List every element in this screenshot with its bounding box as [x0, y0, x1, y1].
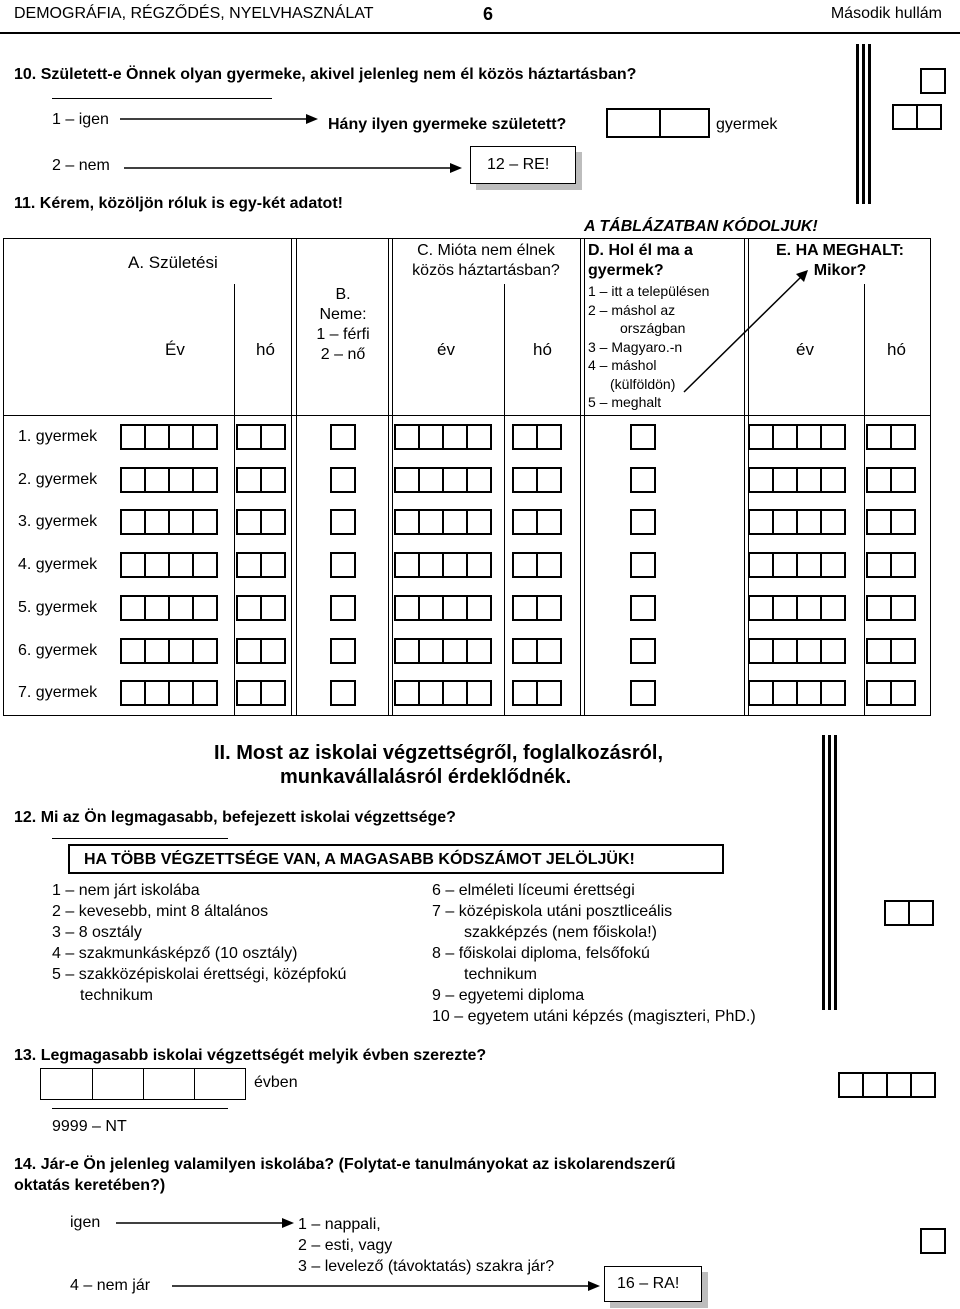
code-cell[interactable] [144, 680, 170, 706]
death-year-input[interactable] [748, 638, 844, 664]
code-cell[interactable] [772, 680, 798, 706]
code-cell[interactable] [394, 552, 420, 578]
since-month-input[interactable] [512, 509, 560, 535]
since-month-input[interactable] [512, 638, 560, 664]
subcolumn-divider [234, 284, 235, 716]
page-number: 6 [483, 4, 494, 24]
row-label: 3. gyermek [18, 513, 98, 531]
col-c-month: hó [533, 340, 552, 359]
code-cell[interactable] [192, 680, 218, 706]
subcolumn-divider [864, 284, 865, 716]
since-month-input[interactable] [512, 552, 560, 578]
sex-input[interactable] [330, 467, 354, 493]
code-cell[interactable] [820, 638, 846, 664]
since-year-input[interactable] [394, 638, 490, 664]
code-cell[interactable] [168, 552, 194, 578]
code-cell[interactable] [236, 680, 262, 706]
code-cell[interactable] [748, 424, 774, 450]
code-cell[interactable] [536, 509, 562, 535]
code-cell[interactable] [890, 424, 916, 450]
code-cell[interactable] [748, 509, 774, 535]
col-a-month: hó [256, 340, 275, 359]
code-cell[interactable] [512, 552, 538, 578]
code-cell[interactable] [536, 638, 562, 664]
code-cell[interactable] [144, 424, 170, 450]
death-year-input[interactable] [748, 552, 844, 578]
q12-options-right: 6 – elméleti líceumi érettségi 7 – középiskola utáni posztliceális szakképzés (nem főiskola!) 8 – főiskolai diploma, felsőfokú technikum 9 – egyetemi diploma 10 – egyetem utáni képzés (magiszteri, PhD.) [432, 882, 756, 1025]
q13-year-input[interactable] [40, 1068, 246, 1100]
column-divider [392, 238, 393, 716]
code-cell[interactable] [168, 680, 194, 706]
code-cell[interactable] [748, 595, 774, 621]
death-month-input[interactable] [866, 467, 914, 493]
code-cell[interactable] [192, 638, 218, 664]
birth-month-input[interactable] [236, 509, 284, 535]
sex-input[interactable] [330, 595, 354, 621]
col-c-year: év [437, 340, 455, 359]
code-cell[interactable] [330, 552, 356, 578]
code-cell[interactable] [466, 638, 492, 664]
q14-question-cont: oktatás keretében?) [14, 1177, 166, 1194]
code-cell[interactable] [192, 424, 218, 450]
code-cell[interactable] [796, 509, 822, 535]
column-divider [296, 238, 297, 716]
residence-input[interactable] [630, 509, 654, 535]
code-cell[interactable] [866, 680, 892, 706]
sex-input[interactable] [330, 638, 354, 664]
q10-code-box[interactable] [920, 68, 946, 94]
q12-instruction-box [68, 844, 724, 874]
birth-month-input[interactable] [236, 638, 284, 664]
since-month-input[interactable] [512, 467, 560, 493]
code-cell[interactable] [260, 552, 286, 578]
header-wave: Második hullám [830, 5, 942, 22]
code-cell[interactable] [394, 424, 420, 450]
code-cell[interactable] [120, 552, 146, 578]
code-cell[interactable] [748, 467, 774, 493]
code-cell[interactable] [192, 509, 218, 535]
death-year-input[interactable] [748, 424, 844, 450]
code-cell[interactable] [884, 900, 910, 926]
code-cell[interactable] [910, 1072, 936, 1098]
code-cell[interactable] [772, 424, 798, 450]
code-cell[interactable] [772, 467, 798, 493]
code-cell[interactable] [168, 509, 194, 535]
death-month-input[interactable] [866, 552, 914, 578]
col-a-year: Év [165, 340, 185, 359]
code-cell[interactable] [890, 467, 916, 493]
code-cell[interactable] [168, 467, 194, 493]
arrow-right-icon [124, 160, 464, 176]
column-divider [291, 238, 292, 716]
col-e-month: hó [887, 340, 906, 359]
code-cell[interactable] [890, 680, 916, 706]
code-cell[interactable] [796, 424, 822, 450]
code-cell[interactable] [536, 680, 562, 706]
code-cell[interactable] [820, 680, 846, 706]
q10-unit: gyermek [716, 116, 778, 133]
separator [52, 838, 228, 839]
sex-input[interactable] [330, 552, 354, 578]
code-cell[interactable] [796, 638, 822, 664]
code-cell[interactable] [866, 467, 892, 493]
code-cell[interactable] [144, 509, 170, 535]
row-label: 7. gyermek [18, 684, 98, 702]
q14-no: 4 – nem jár [70, 1277, 151, 1294]
code-cell[interactable] [772, 509, 798, 535]
code-cell[interactable] [512, 680, 538, 706]
birth-month-input[interactable] [236, 595, 284, 621]
code-cell[interactable] [630, 424, 656, 450]
residence-input[interactable] [630, 595, 654, 621]
q12-code[interactable] [884, 900, 932, 926]
code-cell[interactable] [236, 638, 262, 664]
birth-year-input[interactable] [120, 680, 216, 706]
code-cell[interactable] [192, 467, 218, 493]
code-cell[interactable] [630, 509, 656, 535]
column-divider [580, 238, 581, 716]
death-month-input[interactable] [866, 509, 914, 535]
code-cell[interactable] [796, 595, 822, 621]
death-year-input[interactable] [748, 680, 844, 706]
code-cell[interactable] [442, 552, 468, 578]
code-cell[interactable] [192, 552, 218, 578]
row-label: 6. gyermek [18, 641, 98, 659]
birth-year-input[interactable] [120, 424, 216, 450]
code-cell[interactable] [144, 552, 170, 578]
code-cell[interactable] [890, 638, 916, 664]
since-month-input[interactable] [512, 424, 560, 450]
code-cell[interactable] [260, 467, 286, 493]
code-cell[interactable] [890, 595, 916, 621]
q11-code-note: A TÁBLÁZATBAN KÓDOLJUK! [584, 218, 818, 235]
code-cell[interactable] [772, 638, 798, 664]
code-cell[interactable] [260, 638, 286, 664]
code-cell[interactable] [144, 595, 170, 621]
code-cell[interactable] [630, 680, 656, 706]
code-cell[interactable] [418, 424, 444, 450]
residence-input[interactable] [630, 424, 654, 450]
col-b-title: B. Neme: 1 – férfi 2 – nő [316, 286, 370, 363]
code-cell[interactable] [442, 424, 468, 450]
arrow-diagonal-icon [680, 266, 820, 396]
since-year-input[interactable] [394, 424, 490, 450]
code-cell[interactable] [820, 552, 846, 578]
arrow-right-icon [172, 1278, 602, 1294]
code-cell[interactable] [330, 509, 356, 535]
code-cell[interactable] [630, 552, 656, 578]
q14-code-box[interactable] [920, 1228, 946, 1254]
code-cell[interactable] [820, 509, 846, 535]
q10-option-no: 2 – nem [52, 157, 110, 174]
death-month-input[interactable] [866, 595, 914, 621]
code-cell[interactable] [916, 104, 942, 130]
code-cell[interactable] [120, 680, 146, 706]
code-cell[interactable] [144, 467, 170, 493]
code-cell[interactable] [466, 424, 492, 450]
code-cell[interactable] [886, 1072, 912, 1098]
code-cell[interactable] [748, 552, 774, 578]
code-cell[interactable] [512, 424, 538, 450]
code-cell[interactable] [466, 552, 492, 578]
subcolumn-divider [504, 284, 505, 716]
q10-followup: Hány ilyen gyermeke született? [328, 116, 567, 133]
code-cell[interactable] [260, 509, 286, 535]
residence-input[interactable] [630, 680, 654, 706]
code-cell[interactable] [330, 424, 356, 450]
column-divider [388, 238, 389, 716]
code-cell[interactable] [330, 680, 356, 706]
q11-question: 11. Kérem, közöljön róluk is egy-két adatot! [14, 195, 343, 212]
row-label: 5. gyermek [18, 598, 98, 616]
residence-input[interactable] [630, 552, 654, 578]
code-cell[interactable] [512, 595, 538, 621]
code-cell[interactable] [890, 552, 916, 578]
code-cell[interactable] [796, 680, 822, 706]
code-cell[interactable] [908, 900, 934, 926]
death-year-input[interactable] [748, 467, 844, 493]
code-cell[interactable] [418, 680, 444, 706]
code-cell[interactable] [796, 467, 822, 493]
col-d-options: 1 – itt a településen 2 – máshol az országban 3 – Magyaro.-n 4 – máshol (külföldön) 5 – meghalt [588, 283, 710, 410]
code-cell[interactable] [394, 509, 420, 535]
q13-code[interactable] [838, 1072, 934, 1098]
code-cell[interactable] [260, 595, 286, 621]
residence-input[interactable] [630, 467, 654, 493]
row-label: 2. gyermek [18, 470, 98, 488]
q14-question: 14. Jár-e Ön jelenleg valamilyen iskolába? (Folytat-e tanulmányokat az iskolarendszerű [14, 1156, 676, 1173]
code-cell[interactable] [418, 552, 444, 578]
code-cell[interactable] [236, 467, 262, 493]
code-cell[interactable] [820, 467, 846, 493]
code-cell[interactable] [892, 104, 918, 130]
code-cell[interactable] [512, 467, 538, 493]
code-cell[interactable] [890, 509, 916, 535]
code-cell[interactable] [144, 638, 170, 664]
col-d-title: D. Hol él ma a gyermek? [588, 242, 693, 279]
code-cell[interactable] [418, 509, 444, 535]
birth-year-input[interactable] [120, 552, 216, 578]
code-cell[interactable] [236, 595, 262, 621]
q12-instruction: HA TÖBB VÉGZETTSÉGE VAN, A MAGASABB KÓDSZÁMOT JELÖLJÜK! [84, 851, 635, 868]
since-month-input[interactable] [512, 595, 560, 621]
code-cell[interactable] [442, 467, 468, 493]
code-cell[interactable] [748, 680, 774, 706]
code-cell[interactable] [536, 552, 562, 578]
code-cell[interactable] [394, 638, 420, 664]
death-year-input[interactable] [748, 595, 844, 621]
birth-month-input[interactable] [236, 680, 284, 706]
sex-input[interactable] [330, 680, 354, 706]
section-2-title: II. Most az iskolai végzettségről, foglalkozásról, [214, 742, 664, 764]
col-c-title: C. Mióta nem élnek közös háztartásban? [412, 242, 560, 279]
birth-year-input[interactable] [120, 467, 216, 493]
code-cell[interactable] [512, 638, 538, 664]
code-cell[interactable] [442, 509, 468, 535]
since-year-input[interactable] [394, 595, 490, 621]
code-cell[interactable] [772, 552, 798, 578]
q13-unit: évben [254, 1074, 298, 1091]
header-rule [0, 32, 960, 34]
code-cell[interactable] [748, 638, 774, 664]
col-e-title: E. HA MEGHALT: Mikor? [776, 242, 904, 279]
code-cell[interactable] [866, 552, 892, 578]
q10-question: 10. Született-e Önnek olyan gyermeke, akivel jelenleg nem él közös háztartásban? [14, 66, 637, 83]
since-year-input[interactable] [394, 509, 490, 535]
q10-count-input[interactable] [606, 108, 710, 138]
code-cell[interactable] [330, 638, 356, 664]
code-cell[interactable] [330, 467, 356, 493]
code-cell[interactable] [394, 595, 420, 621]
since-month-input[interactable] [512, 680, 560, 706]
since-year-input[interactable] [394, 467, 490, 493]
skip-label: 16 – RA! [617, 1275, 680, 1292]
code-cell[interactable] [866, 509, 892, 535]
code-cell[interactable] [536, 467, 562, 493]
row-label: 4. gyermek [18, 556, 98, 574]
sex-input[interactable] [330, 509, 354, 535]
code-cell[interactable] [120, 467, 146, 493]
code-cell[interactable] [796, 552, 822, 578]
code-cell[interactable] [466, 467, 492, 493]
death-month-input[interactable] [866, 424, 914, 450]
code-cell[interactable] [418, 638, 444, 664]
margin-bar [834, 735, 837, 1010]
arrow-right-icon [116, 1215, 296, 1231]
table-header-rule [3, 415, 931, 416]
birth-month-input[interactable] [236, 467, 284, 493]
code-cell[interactable] [866, 638, 892, 664]
margin-bar [862, 44, 865, 204]
death-month-input[interactable] [866, 638, 914, 664]
code-cell[interactable] [630, 595, 656, 621]
q14-options: 1 – nappali, 2 – esti, vagy 3 – levelező (távoktatás) szakra jár? [298, 1216, 555, 1275]
code-cell[interactable] [442, 595, 468, 621]
code-cell[interactable] [236, 552, 262, 578]
birth-year-input[interactable] [120, 638, 216, 664]
code-cell[interactable] [862, 1072, 888, 1098]
q10-option-yes: 1 – igen [52, 111, 109, 128]
death-year-input[interactable] [748, 509, 844, 535]
margin-bar [822, 735, 825, 1010]
skip-box [604, 1266, 702, 1302]
arrow-right-icon [120, 111, 320, 127]
code-cell[interactable] [536, 595, 562, 621]
code-cell[interactable] [394, 467, 420, 493]
code-cell[interactable] [120, 638, 146, 664]
code-cell[interactable] [394, 680, 420, 706]
code-cell[interactable] [330, 595, 356, 621]
skip-label: 12 – RE! [487, 156, 550, 173]
code-cell[interactable] [630, 467, 656, 493]
code-cell[interactable] [418, 595, 444, 621]
margin-bar [868, 44, 871, 204]
code-cell[interactable] [442, 680, 468, 706]
code-cell[interactable] [168, 424, 194, 450]
skip-box [470, 146, 576, 184]
code-cell[interactable] [260, 424, 286, 450]
code-cell[interactable] [536, 424, 562, 450]
code-cell[interactable] [866, 595, 892, 621]
code-cell[interactable] [466, 509, 492, 535]
margin-bar [828, 735, 831, 1010]
code-cell[interactable] [236, 509, 262, 535]
separator [52, 1108, 228, 1109]
sex-input[interactable] [330, 424, 354, 450]
col-a-title: A. Születési [128, 253, 218, 272]
q10-count-code[interactable] [892, 104, 940, 130]
code-cell[interactable] [120, 595, 146, 621]
code-cell[interactable] [168, 638, 194, 664]
since-year-input[interactable] [394, 680, 490, 706]
code-cell[interactable] [466, 680, 492, 706]
code-cell[interactable] [236, 424, 262, 450]
since-year-input[interactable] [394, 552, 490, 578]
column-divider [584, 238, 585, 716]
col-e-year: év [796, 340, 814, 359]
code-cell[interactable] [260, 680, 286, 706]
code-cell[interactable] [120, 509, 146, 535]
code-cell[interactable] [512, 509, 538, 535]
header-title: DEMOGRÁFIA, RÉGZŐDÉS, NYELVHASZNÁLAT [14, 5, 374, 22]
residence-input[interactable] [630, 638, 654, 664]
code-cell[interactable] [630, 638, 656, 664]
death-month-input[interactable] [866, 680, 914, 706]
code-cell[interactable] [418, 467, 444, 493]
q12-question: 12. Mi az Ön legmagasabb, befejezett iskolai végzettsége? [14, 809, 456, 826]
birth-year-input[interactable] [120, 509, 216, 535]
section-2-subtitle: munkavállalásról érdeklődnék. [280, 766, 572, 788]
code-cell[interactable] [820, 595, 846, 621]
q13-question: 13. Legmagasabb iskolai végzettségét melyik évben szerezte? [14, 1047, 487, 1064]
row-label: 1. gyermek [18, 428, 98, 445]
code-cell[interactable] [866, 424, 892, 450]
q14-yes: igen [70, 1214, 101, 1231]
birth-month-input[interactable] [236, 424, 284, 450]
code-cell[interactable] [442, 638, 468, 664]
code-cell[interactable] [120, 424, 146, 450]
code-cell[interactable] [168, 595, 194, 621]
birth-year-input[interactable] [120, 595, 216, 621]
birth-month-input[interactable] [236, 552, 284, 578]
q12-options-left: 1 – nem járt iskolába 2 – kevesebb, mint 8 általános 3 – 8 osztály 4 – szakmunkásképző (10 osztály) 5 – szakközépiskolai érettségi, középfokú technikum [52, 882, 347, 1004]
q13-not-known: 9999 – NT [52, 1118, 127, 1135]
code-cell[interactable] [466, 595, 492, 621]
code-cell[interactable] [838, 1072, 864, 1098]
separator [52, 98, 272, 99]
margin-bar [856, 44, 859, 204]
code-cell[interactable] [820, 424, 846, 450]
code-cell[interactable] [192, 595, 218, 621]
code-cell[interactable] [772, 595, 798, 621]
